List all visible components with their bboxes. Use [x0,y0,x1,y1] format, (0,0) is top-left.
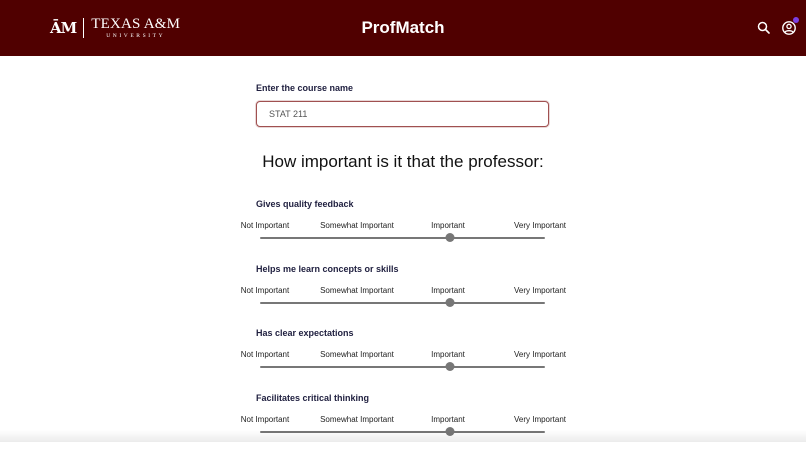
scale-label-important: Important [431,286,465,295]
search-icon[interactable] [756,20,772,36]
app-title: ProfMatch [361,18,445,37]
importance-slider-track[interactable] [260,237,545,239]
course-name-label: Enter the course name [256,83,354,93]
scale-label-not-important: Not Important [240,350,290,359]
criterion-quality-feedback [0,199,806,259]
scale-label-not-important: Not Important [240,415,290,424]
criterion-critical-thinking [0,393,806,453]
importance-slider-thumb[interactable] [446,233,455,242]
criterion-title: Helps me learn concepts or skills [256,264,399,274]
logo-name: TEXAS A&M [91,15,181,32]
scale-label-somewhat-important: Somewhat Important [320,221,394,230]
importance-slider-track[interactable] [260,302,545,304]
scroll-shadow [0,430,806,442]
scale-label-not-important: Not Important [240,286,290,295]
scale-label-somewhat-important: Somewhat Important [320,350,394,359]
logo-subtitle: UNIVERSITY [106,32,166,39]
criterion-title: Gives quality feedback [256,199,354,209]
importance-slider-thumb[interactable] [446,362,455,371]
scale-label-very-important: Very Important [513,350,567,359]
criterion-title: Has clear expectations [256,328,354,338]
scale-label-very-important: Very Important [513,221,567,230]
importance-question: How important is it that the professor: [262,152,544,171]
scale-label-very-important: Very Important [513,415,567,424]
scale-label-important: Important [431,415,465,424]
scale-label-somewhat-important: Somewhat Important [320,415,394,424]
scale-label-important: Important [431,350,465,359]
notification-dot [793,17,799,23]
scale-label-important: Important [431,221,465,230]
criterion-title: Facilitates critical thinking [256,393,370,403]
course-name-input[interactable] [256,101,549,127]
importance-slider-track[interactable] [260,366,545,368]
criterion-clear-expectations [0,328,806,388]
account-circle-icon[interactable] [781,20,797,36]
scale-label-somewhat-important: Somewhat Important [320,286,394,295]
app-header [0,0,806,56]
tamu-logo-mark: ĀM [50,19,77,37]
scale-label-very-important: Very Important [513,286,567,295]
criterion-learn-concepts [0,264,806,324]
importance-slider-thumb[interactable] [446,298,455,307]
scale-label-not-important: Not Important [240,221,290,230]
